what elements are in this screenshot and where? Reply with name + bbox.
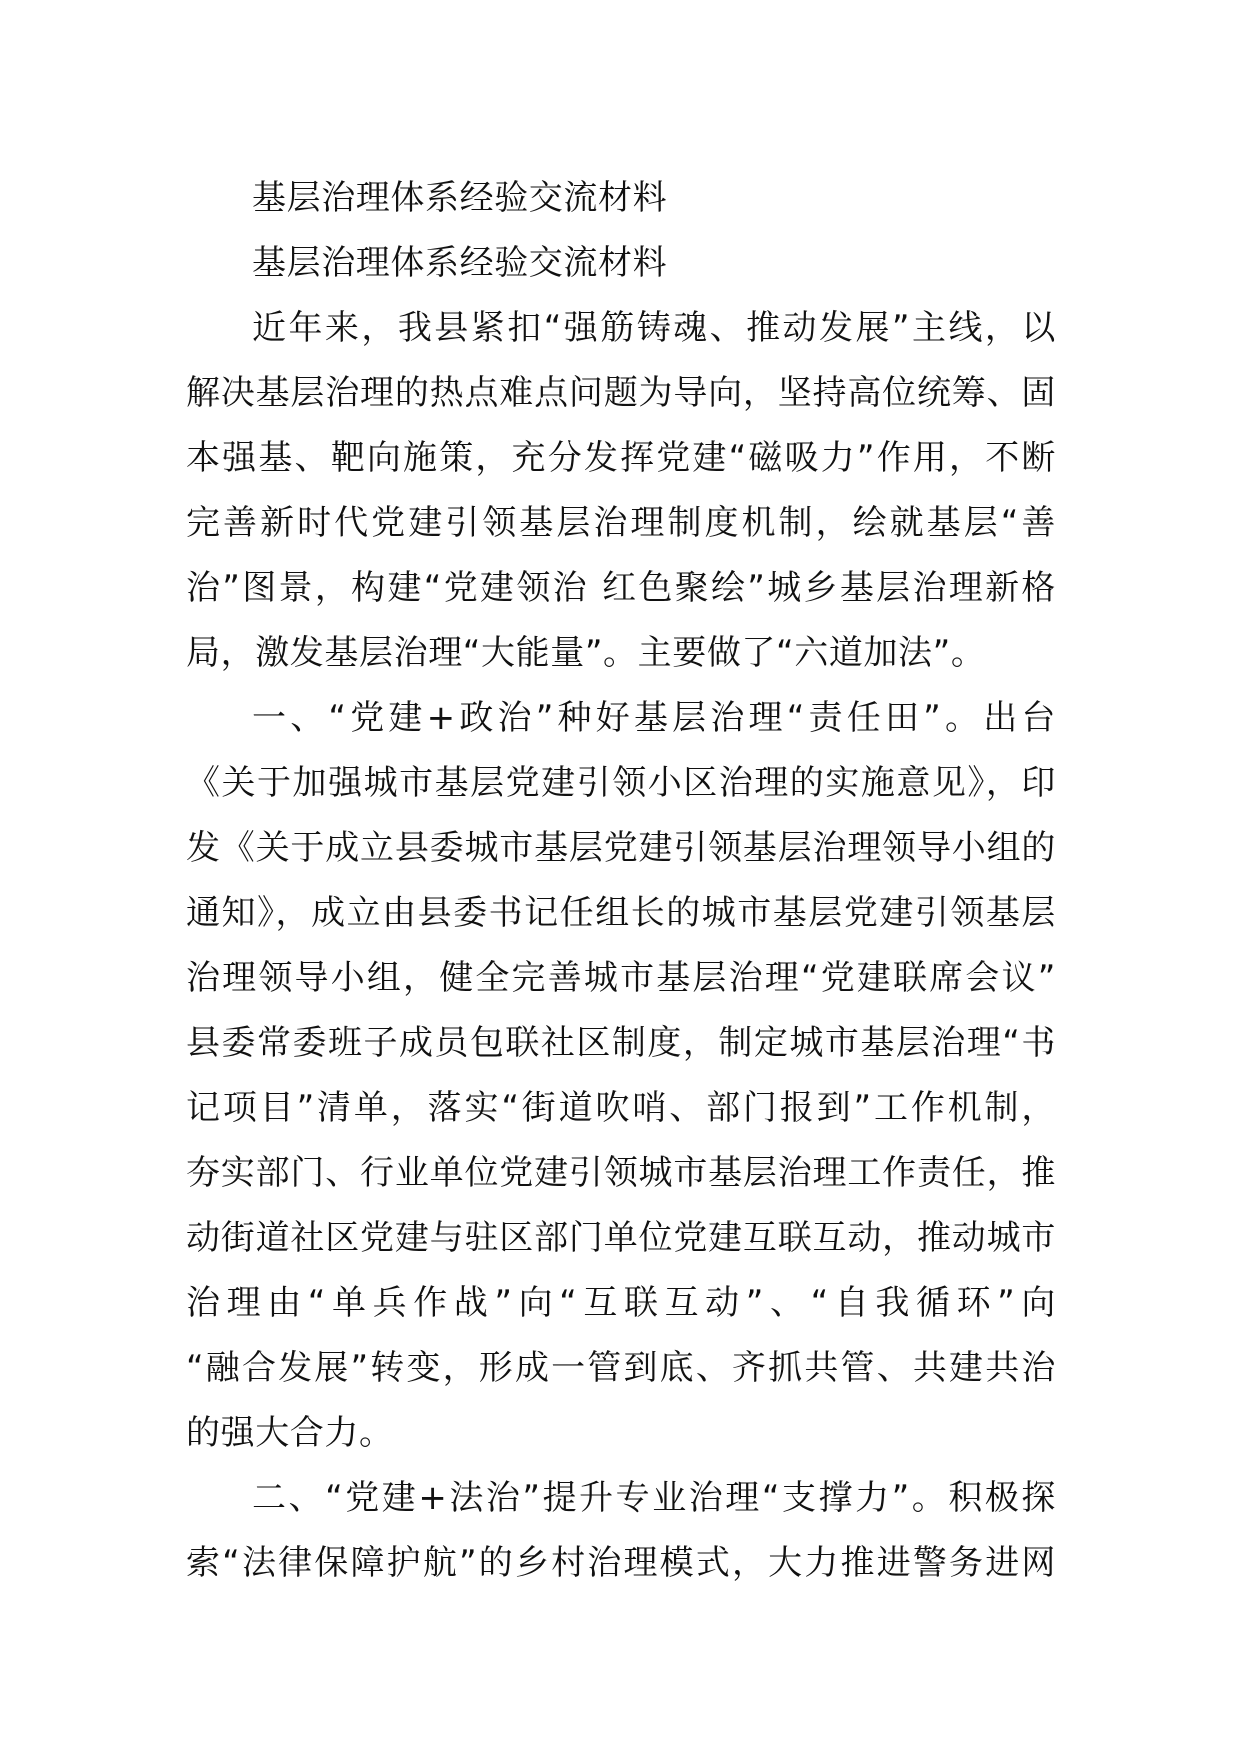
body-line: 治”图景，构建“党建领治 红色聚绘”城乡基层治理新格 (186, 568, 1056, 608)
document-title-line-2: 基层治理体系经验交流材料 (252, 243, 668, 283)
body-line: 治理由“单兵作战”向“互联互动”、“自我循环”向 (186, 1283, 1056, 1323)
body-line: 县委常委班子成员包联社区制度，制定城市基层治理“书 (186, 1023, 1056, 1063)
body-line: 的强大合力。 (186, 1413, 394, 1453)
body-line: 近年来，我县紧扣“强筋铸魂、推动发展”主线，以 (252, 308, 1056, 348)
body-line: 治理领导小组，健全完善城市基层治理“党建联席会议” (186, 958, 1056, 998)
body-line: 完善新时代党建引领基层治理制度机制，绘就基层“善 (186, 503, 1056, 543)
body-line: “融合发展”转变，形成一管到底、齐抓共管、共建共治 (186, 1348, 1056, 1388)
section-heading-line: 一、“党建+政治”种好基层治理“责任田”。出台 (252, 698, 1056, 738)
body-line: 解决基层治理的热点难点问题为导向，坚持高位统筹、固 (186, 373, 1056, 413)
body-line: 夯实部门、行业单位党建引领城市基层治理工作责任，推 (186, 1153, 1056, 1193)
body-line: 《关于加强城市基层党建引领小区治理的实施意见》，印 (186, 763, 1056, 803)
body-line: 索“法律保障护航”的乡村治理模式，大力推进警务进网 (186, 1543, 1056, 1583)
body-line: 局，激发基层治理“大能量”。主要做了“六道加法”。 (186, 633, 986, 673)
document-title-line-1: 基层治理体系经验交流材料 (252, 178, 668, 218)
body-line: 本强基、靶向施策，充分发挥党建“磁吸力”作用，不断 (186, 438, 1056, 478)
document-body (186, 166, 1056, 1596)
section-heading-line: 二、“党建+法治”提升专业治理“支撑力”。积极探 (252, 1478, 1056, 1518)
body-line: 动街道社区党建与驻区部门单位党建互联互动，推动城市 (186, 1218, 1056, 1258)
body-line: 记项目”清单，落实“街道吹哨、部门报到”工作机制， (186, 1088, 1056, 1128)
body-line: 发《关于成立县委城市基层党建引领基层治理领导小组的 (186, 828, 1056, 868)
body-line: 通知》，成立由县委书记任组长的城市基层党建引领基层 (186, 893, 1056, 933)
